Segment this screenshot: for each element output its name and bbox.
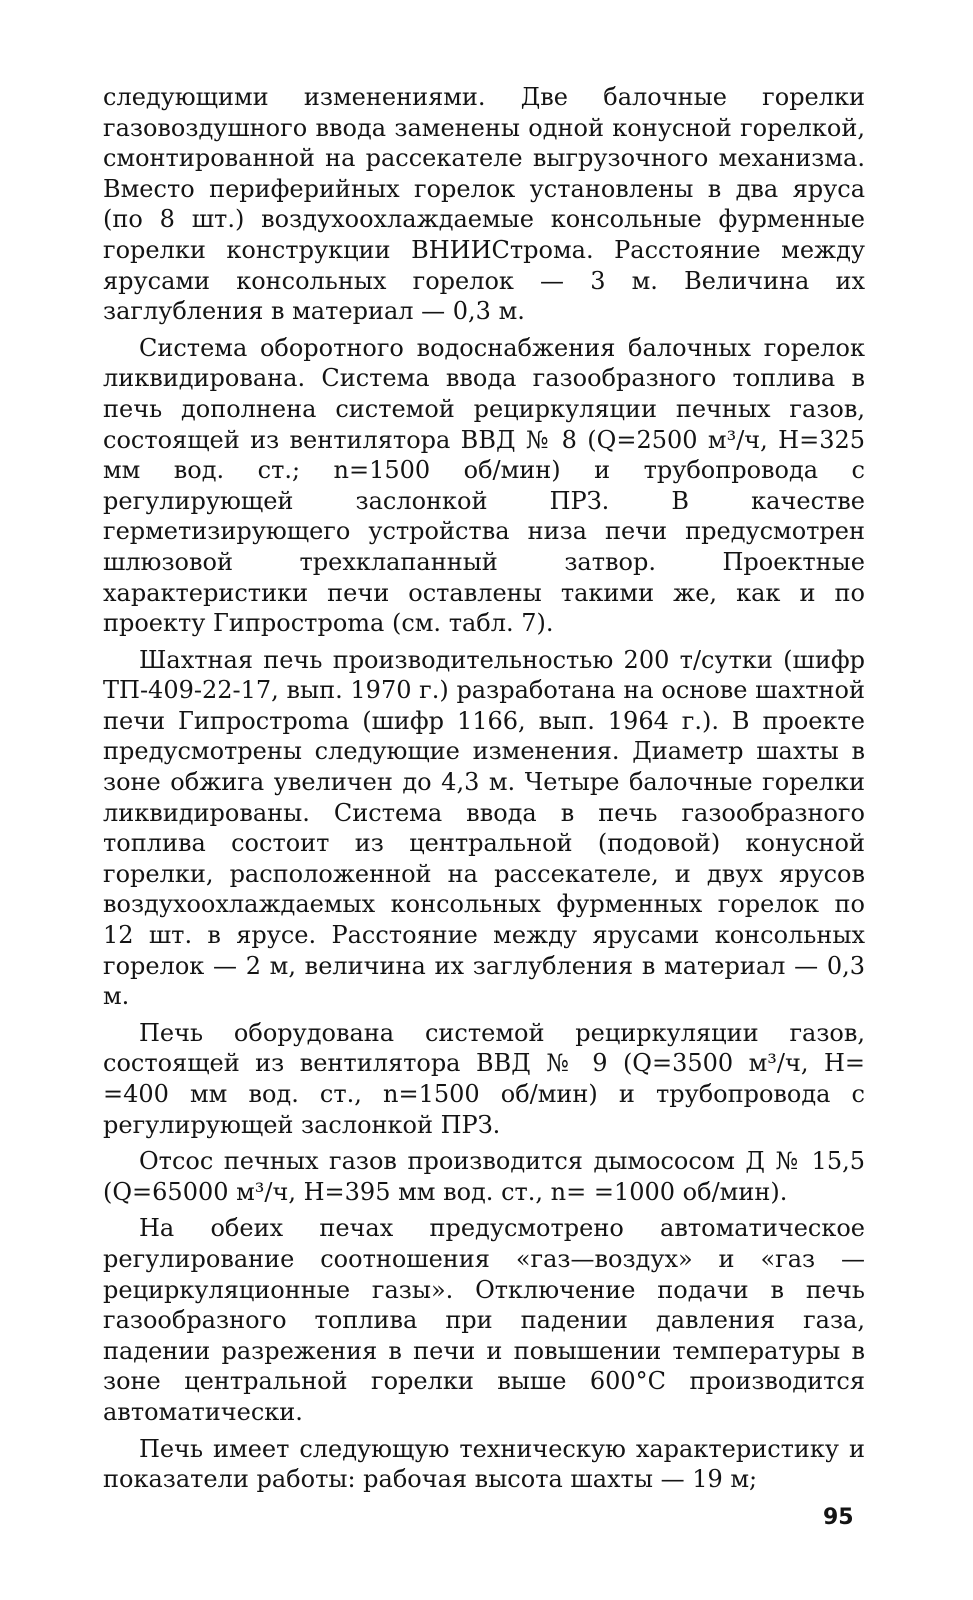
- paragraph-2: Система оборотного водоснабжения балочных горелок ликвидирована. Система ввода газообразного топлива в печь дополнена системой рециркуляции печных газов, состоящей из вентилятора ВВД № 8 (Q=2500 м³/ч, H=325 мм вод. ст.; n=1500 об/мин) и трубопровода с регулирующей заслонкой ПРЗ. В качестве герметизирующего устройства низа печи предусмотрен шлюзовой трехклапанный затвор. Проектные характеристики печи оставлены такими же, как и по проекту Гипростроma (см. табл. 7).: [103, 333, 865, 638]
- paragraph-7: Печь имеет следующую техническую характеристику и показатели работы: рабочая высота шахты — 19 м;: [103, 1434, 865, 1494]
- page-number: 95: [823, 1505, 854, 1530]
- paragraph-1: следующими изменениями. Две балочные горелки газовоздушного ввода заменены одной конусной горелкой, смонтированной на рассекателе выгрузочного механизма. Вместо периферийных горелок установлены в два яруса (по 8 шт.) воздухоохлаждаемые консольные фурменные горелки конструкции ВНИИСтрома. Расстояние между ярусами консольных горелок — 3 м. Величина их заглубления в материал — 0,3 м.: [103, 83, 865, 326]
- paragraph-4: Печь оборудована системой рециркуляции газов, состоящей из вентилятора ВВД № 9 (Q=3500 м³/ч, H= =400 мм вод. ст., n=1500 об/мин) и трубопровода с регулирующей заслонкой ПРЗ.: [103, 1018, 865, 1139]
- paragraph-6: На обеих печах предусмотрено автоматическое регулирование соотношения «газ—воздух» и «газ — рециркуляционные газы». Отключение подачи в печь газообразного топлива при падении давления газа, падении разрежения в печи и повышении температуры в зоне центральной горелки выше 600°С производится автоматически.: [103, 1214, 865, 1426]
- paragraph-3: Шахтная печь производительностью 200 т/сутки (шифр ТП-409-22-17, вып. 1970 г.) разработана на основе шахтной печи Гипростроma (шифр 1166, вып. 1964 г.). В проекте предусмотрены следующие изменения. Диаметр шахты в зоне обжига увеличен до 4,3 м. Четыре балочные горелки ликвидированы. Система ввода в печь газообразного топлива состоит из центральной (подовой) конусной горелки, расположенной на рассекателе, и двух ярусов воздухоохлаждаемых консольных фурменных горелок по 12 шт. в ярусе. Расстояние между ярусами консольных горелок — 2 м, величина их заглубления в материал — 0,3 м.: [103, 645, 865, 1011]
- paragraph-5: Отсос печных газов производится дымососом Д № 15,5 (Q=65000 м³/ч, H=395 мм вод. ст., n= =1000 об/мин).: [103, 1147, 865, 1206]
- page-body: [103, 82, 865, 1501]
